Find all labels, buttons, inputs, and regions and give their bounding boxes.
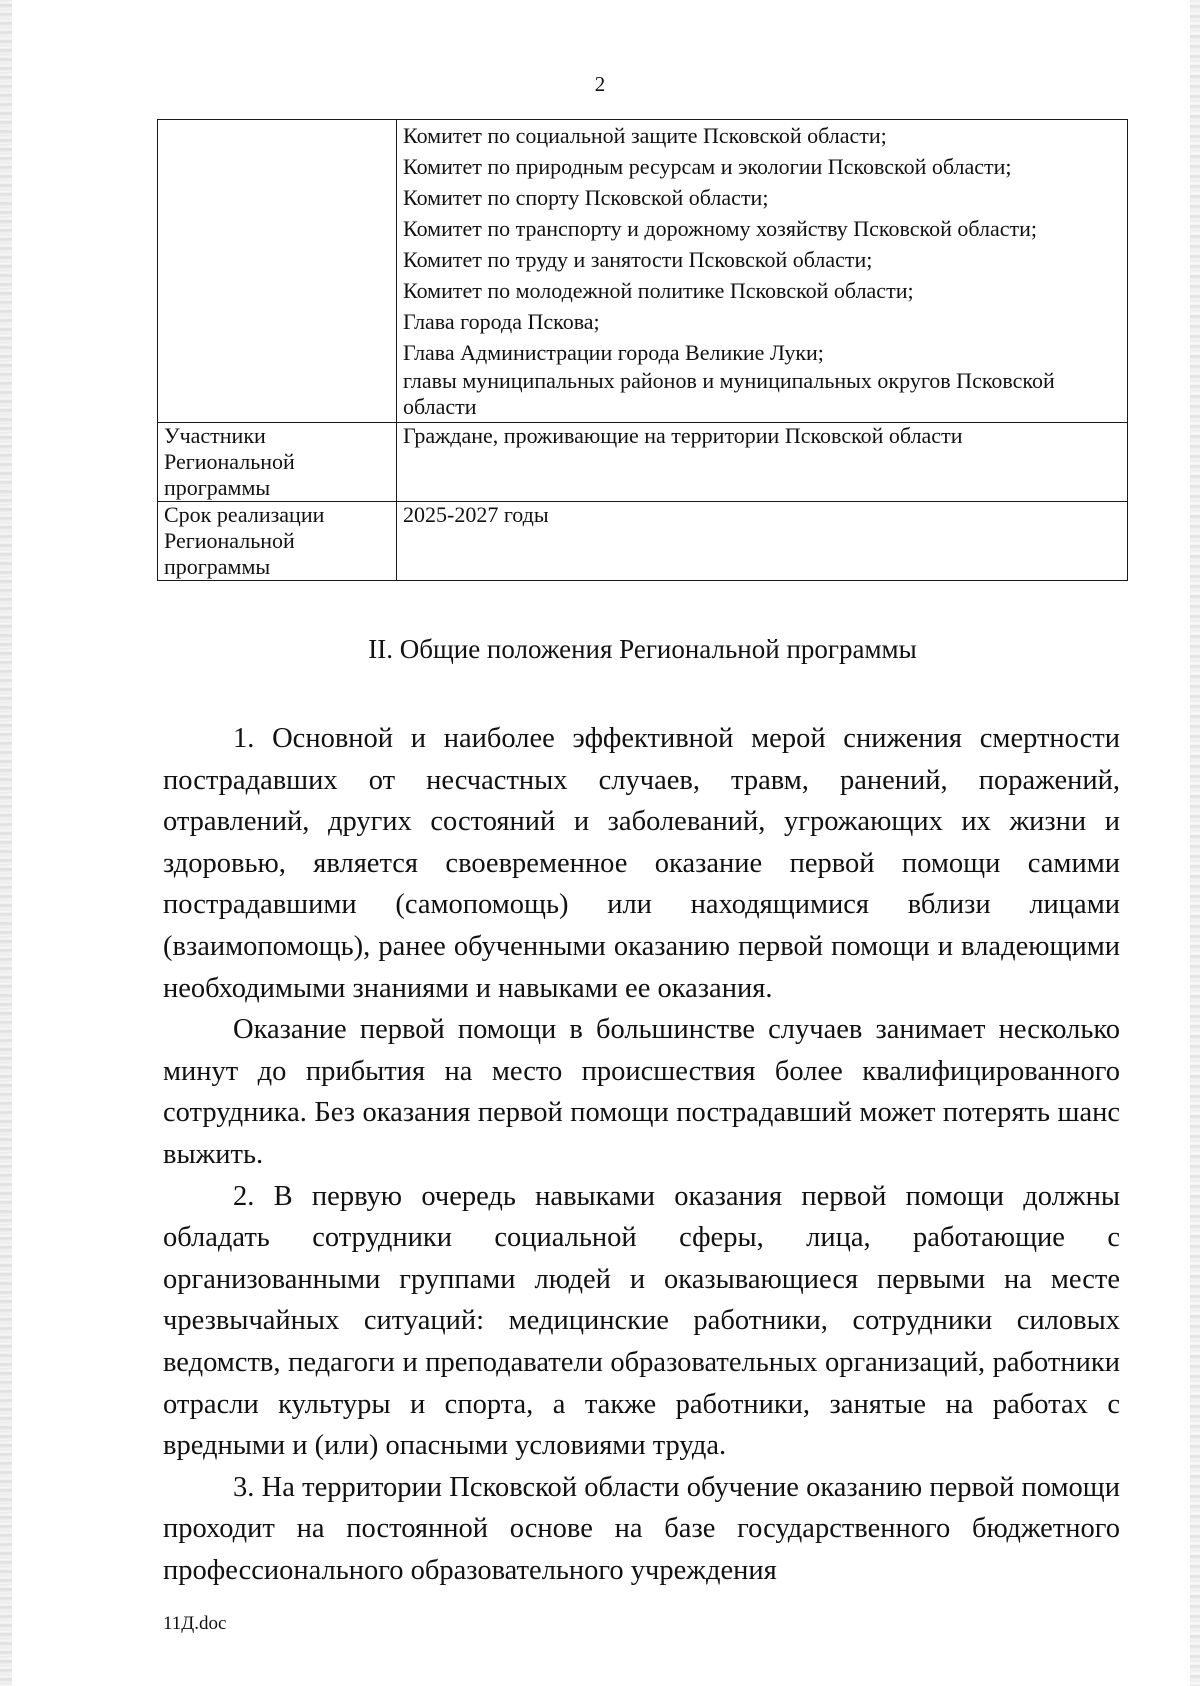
participants-label: Участники Региональной программы — [158, 423, 397, 502]
list-item: главы муниципальных районов и муниципальных округов Псковской области — [403, 368, 1055, 419]
table-row-participants — [158, 423, 1128, 502]
body-text — [163, 718, 1120, 1591]
paragraph: 3. На территории Псковской области обучение оказанию первой помощи проходит на постоянной основе на базе государственного бюджетного профессионального образовательного учреждения — [163, 1471, 1120, 1586]
list-item: Комитет по спорту Псковской области; — [403, 185, 769, 210]
list-item: Комитет по молодежной политике Псковской области; — [403, 278, 914, 303]
page-number: 2 — [594, 72, 606, 96]
participants-value: Граждане, проживающие на территории Псковской области — [397, 423, 1128, 502]
table-cell-label-empty — [158, 120, 397, 423]
list-item: Комитет по труду и занятости Псковской области; — [403, 247, 873, 272]
executors-list — [397, 120, 1128, 423]
term-label: Срок реализации Региональной программы — [158, 502, 397, 581]
document-footer-filename: 11Д.doc — [163, 1613, 227, 1634]
table-row-term — [158, 502, 1128, 581]
list-item: Глава города Пскова; — [403, 309, 600, 334]
list-item: Глава Администрации города Великие Луки; — [403, 340, 824, 365]
paragraph: Оказание первой помощи в большинстве случаев занимает несколько минут до прибытия на место происшествия более квалифицированного сотрудника. Без оказания первой помощи пострадавший может потерять шанс выжить. — [163, 1014, 1120, 1170]
program-passport-table — [157, 119, 1128, 581]
paragraph: 2. В первую очередь навыками оказания первой помощи должны обладать сотрудники социальной сферы, лица, работающие с организованными группами людей и оказывающиеся первыми на месте чрезвычайных ситуаций: медицинские работники, сотрудники силовых ведомств, педагоги и преподаватели образовательных организаций, работники отрасли культуры и спорта, а также работники, занятые на работах с вредными и (или) опасными условиями труда. — [163, 1180, 1120, 1462]
scan-edge-left — [0, 0, 12, 1686]
list-item: Комитет по природным ресурсам и экологии Псковской области; — [403, 154, 1012, 179]
scan-edge-right — [1190, 0, 1200, 1686]
table-row-executors — [158, 120, 1128, 423]
paragraph: 1. Основной и наиболее эффективной мерой снижения смертности пострадавших от несчастных случаев, травм, ранений, поражений, отравлений, других состояний и заболеваний, угрожающих их жизни и здоровью, является своевременное оказание первой помощи самими пострадавшими (самопомощь) или находящимися вблизи лицами (взаимопомощь), ранее обученными оказанию первой помощи и владеющими необходимыми знаниями и навыками ее оказания. — [163, 723, 1120, 1004]
term-value: 2025-2027 годы — [397, 502, 1128, 581]
list-item: Комитет по социальной защите Псковской области; — [403, 123, 887, 148]
section-title: II. Общие положения Региональной программы — [368, 634, 917, 664]
list-item: Комитет по транспорту и дорожному хозяйству Псковской области; — [403, 216, 1038, 241]
